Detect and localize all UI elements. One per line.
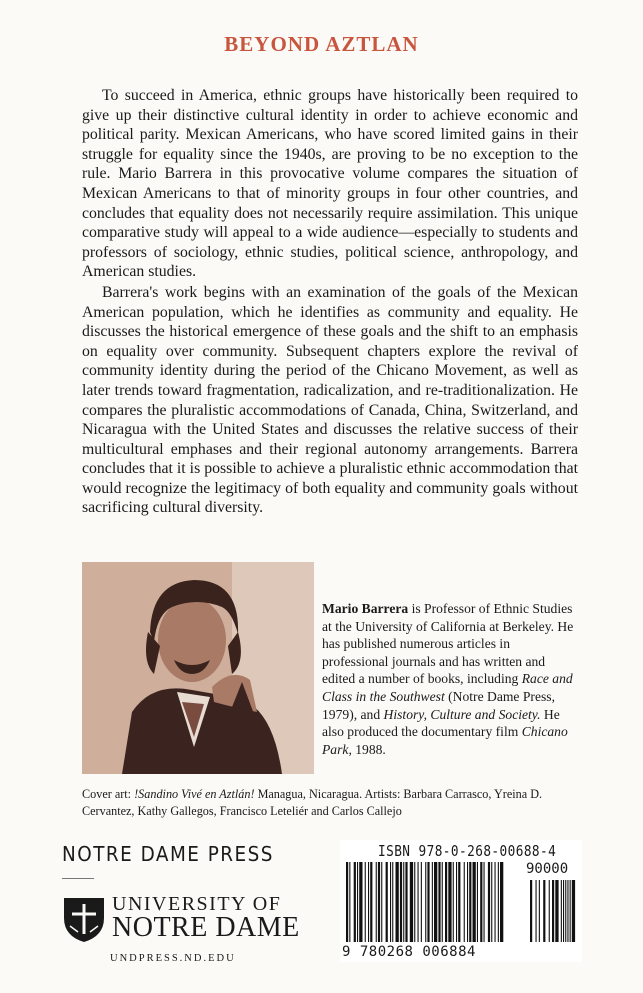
barcode-bar: [400, 862, 402, 942]
barcode-bar: [438, 862, 440, 942]
barcode-bar: [495, 862, 496, 942]
barcode-bar: [456, 862, 457, 942]
press-name: NOTRE DAME PRESS: [62, 842, 274, 866]
barcode-bar: [491, 862, 492, 942]
barcode-bar: [357, 862, 358, 942]
barcode-bar: [354, 862, 356, 942]
barcode-bar: [390, 862, 391, 942]
barcode-addon-bar: [563, 880, 564, 942]
bio-text-1: is Professor of Ethnic Studies at the University of California at Berkeley. He has published numerous articles in professional journals and has written and edited a number of books, including: [322, 601, 574, 687]
barcode-bar: [376, 862, 377, 942]
barcode-bar: [488, 862, 490, 942]
barcode-bar: [365, 862, 366, 942]
barcode-bar: [414, 862, 415, 942]
barcode-bar: [453, 862, 454, 942]
barcode-bar: [396, 862, 399, 942]
barcode-addon-bar: [565, 880, 566, 942]
barcode-bar: [359, 862, 362, 942]
barcode-addon-number: 90000: [526, 861, 569, 877]
barcode-addon-bar: [536, 880, 537, 942]
divider: [62, 878, 94, 879]
barcode-addon-bar: [567, 880, 568, 942]
barcode-addon-bar: [570, 880, 571, 942]
credit-artwork: !Sandino Vivé en Aztlán!: [134, 787, 255, 801]
barcode-addon-bar: [549, 880, 550, 942]
barcode-bar: [346, 862, 348, 942]
book-description: [82, 86, 578, 519]
barcode-addon-bar: [530, 880, 532, 942]
barcode-bar: [418, 862, 419, 942]
university-shield-icon: [62, 896, 106, 944]
isbn-label: ISBN 978-0-268-00688-4: [378, 842, 557, 860]
barcode-bar: [378, 862, 380, 942]
cover-art-credit: [82, 786, 578, 820]
barcode-bar: [381, 862, 382, 942]
barcode-bar: [445, 862, 447, 942]
description-paragraph-1: To succeed in America, ethnic groups have historically been required to give up their distinctive cultural identity in order to achieve economic and political parity. Mexican Americans, who have scored limited gains in their struggle for equality since the 1940s, are proving to be no exception to the rule. Mario Barrera in this provocative volume compares the situation of Mexican Americans to that of minority groups in four other countries, and concludes that equality does not necessarily require assimilation. This unique comparative study will appeal to a wide audience—especially to students and professors of sociology, ethnic studies, political science, anthropology, and American studies.: [82, 87, 578, 281]
university-name-line-1: UNIVERSITY OF: [112, 893, 282, 915]
bio-text-2: (Notre Dame Press, 1979), and: [322, 688, 555, 722]
barcode-bar: [434, 862, 437, 942]
barcode-number: 9 780268 006884: [342, 944, 476, 960]
author-name: Mario Barrera: [322, 601, 409, 616]
barcode-bar: [442, 862, 443, 942]
barcode-bar: [370, 862, 372, 942]
barcode-bar: [392, 862, 393, 942]
barcode-bar: [425, 862, 426, 942]
author-photo: [82, 562, 314, 774]
barcode-bar: [498, 862, 499, 942]
barcode-bar: [432, 862, 433, 942]
barcode-addon-bar: [552, 880, 554, 942]
barcode-bar: [464, 862, 465, 942]
bio-text-4: , 1988.: [348, 741, 386, 757]
barcode-addon-bar: [561, 880, 562, 942]
barcode-bar: [467, 862, 468, 942]
barcode-bar: [403, 862, 404, 942]
book-title: BEYOND AZTLAN: [224, 32, 419, 56]
barcode-bars: [346, 862, 578, 944]
barcode-bar: [448, 862, 451, 942]
university-name-line-2: NOTRE DAME: [112, 912, 300, 943]
barcode-bar: [427, 862, 429, 942]
bio-book-2: History, Culture and Society.: [383, 706, 541, 722]
description-paragraph-2: Barrera's work begins with an examination of the goals of the Mexican American population, which he identifies as community and equality. He discusses the historical emergence of these goals and the shift to an emphasis on equality over community. Subsequent chapters explore the revival of community identity during the period of the Chicano Movement, as well as later trends toward fragmentation, radicalization, and re-traditionalization. He compares the pluralistic accommodations of Canada, China, Switzerland, and Nicaragua with the United States and discusses the relative success of their multicultural emphases and their regional autonomy arrangements. Barrera concludes that it is possible to achieve a pluralistic ethnic accommodation that would recognize the legitimacy of both equality and community goals without sacrificing cultural diversity.: [82, 283, 578, 517]
barcode-addon-bar: [543, 880, 545, 942]
bio-film: Chicano Park: [322, 724, 568, 757]
barcode-bar: [469, 862, 471, 942]
author-bio: [322, 600, 578, 758]
barcode-bar: [405, 862, 407, 942]
barcode-bar: [368, 862, 369, 942]
credit-prefix: Cover art:: [82, 787, 135, 801]
barcode-bar: [410, 862, 413, 942]
bio-text-3: He also produced the documentary film: [322, 706, 560, 740]
barcode-bar: [477, 862, 478, 942]
barcode-addon-bar: [555, 880, 558, 942]
barcode-addon-bar: [539, 880, 540, 942]
barcode-bar: [473, 862, 476, 942]
barcode-addon-bar: [572, 880, 575, 942]
barcode-bar: [349, 862, 350, 942]
barcode-bar: [480, 862, 482, 942]
barcode-bar: [484, 862, 485, 942]
barcode-bar: [500, 862, 503, 942]
bio-book-1: Race and Class in the Southwest: [322, 671, 573, 704]
barcode-bar: [421, 862, 422, 942]
credit-rest: Managua, Nicaragua. Artists: Barbara Carrasco, Yreina D. Cervantez, Kathy Gallegos, Francisco Leteliér and Carlos Callejo: [82, 787, 543, 818]
press-url: UNDPRESS.ND.EDU: [110, 953, 236, 964]
barcode-bar: [458, 862, 460, 942]
barcode-bar: [386, 862, 388, 942]
